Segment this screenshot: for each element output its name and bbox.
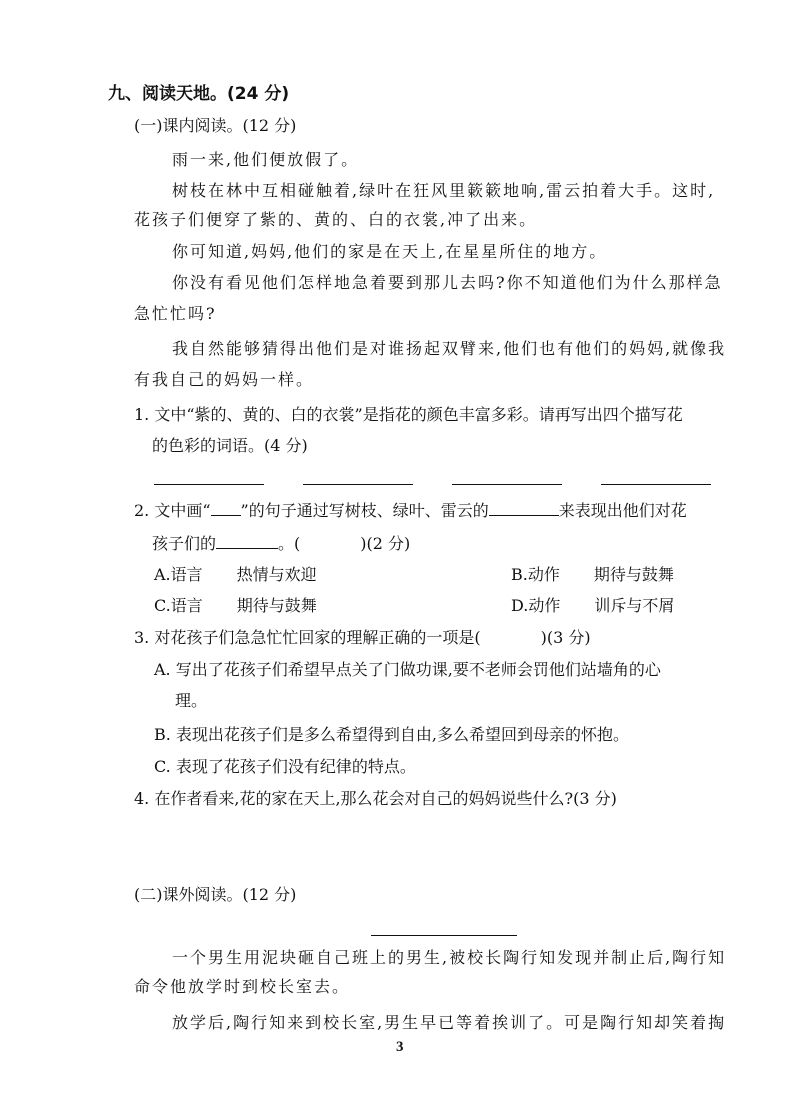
option-phrase: 热情与欢迎 — [236, 565, 317, 584]
passage2-line: 一个男生用泥块砸自己班上的男生,被校长陶行知发现并制止后,陶行知 — [172, 948, 727, 967]
q1-stem: 1. 文中“紫的、黄的、白的衣裳”是指花的颜色丰富多彩。请再写出四个描写花 — [134, 405, 683, 424]
passage1-line: 你可知道,妈妈,他们的家是在天上,在星星所住的地方。 — [172, 242, 608, 261]
passage2-title-blank[interactable] — [371, 935, 517, 936]
passage2-line: 放学后,陶行知来到校长室,男生早已等着挨训了。可是陶行知却笑着掏 — [172, 1013, 727, 1032]
q2-blank-2[interactable] — [216, 533, 278, 549]
part1-title: (一)课内阅读。(12 分) — [134, 116, 297, 135]
option-phrase: 期待与鼓舞 — [236, 596, 317, 615]
option-word: 动作 — [527, 565, 560, 584]
passage1-line: 花孩子们便穿了紫的、黄的、白的衣裳,冲了出来。 — [134, 210, 538, 229]
passage1-line: 你没有看见他们怎样地急着要到那儿去吗?你不知道他们为什么那样急 — [172, 273, 723, 292]
option-phrase: 训斥与不屑 — [594, 596, 675, 615]
option-letter: B. — [511, 565, 528, 584]
q3-option-b[interactable]: B. 表现出花孩子们是多么希望得到自由,多么希望回到母亲的怀抱。 — [154, 725, 630, 744]
q2-stem-cont — [152, 533, 410, 555]
q2-blank-1[interactable] — [489, 500, 559, 516]
answer-blank-4[interactable] — [601, 484, 711, 485]
q2-option-a[interactable] — [154, 564, 317, 586]
answer-blank-2[interactable] — [303, 484, 413, 485]
answer-blank-3[interactable] — [452, 484, 562, 485]
q3-stem — [134, 627, 591, 649]
part2-title: (二)课外阅读。(12 分) — [134, 885, 297, 904]
option-word: 语言 — [170, 565, 203, 584]
option-word: 动作 — [528, 596, 561, 615]
section-title: 九、阅读天地。(24 分) — [108, 84, 290, 104]
q3-text-a: 3. 对花孩子们急急忙忙回家的理解正确的一项是( — [134, 628, 481, 647]
q3-option-a[interactable]: A. 写出了花孩子们希望早点关了门做功课,要不老师会罚他们站墙角的心 — [154, 660, 661, 679]
q2-text-e: 。( — [278, 534, 301, 553]
q2-option-b[interactable] — [511, 564, 674, 586]
q2-text-c: 来表现出他们对花 — [558, 501, 687, 520]
q2-option-d[interactable] — [511, 595, 674, 617]
option-word: 语言 — [170, 596, 203, 615]
passage1-line: 我自然能够猜得出他们是对谁扬起双臂来,他们也有他们的妈妈,就像我 — [172, 339, 727, 358]
q2-text-f: )(2 分) — [360, 534, 411, 553]
option-letter: A. — [154, 565, 171, 584]
q2-text-a: 2. 文中画“ — [134, 501, 211, 520]
passage1-line: 急忙忙吗? — [134, 304, 217, 323]
q1-stem-cont: 的色彩的词语。(4 分) — [152, 436, 308, 455]
passage2-line: 命令他放学时到校长室去。 — [134, 977, 351, 996]
q3-option-a-cont: 理。 — [175, 691, 208, 710]
option-phrase: 期待与鼓舞 — [593, 565, 674, 584]
passage1-line: 雨一来,他们便放假了。 — [172, 150, 360, 169]
option-letter: D. — [511, 596, 529, 615]
q3-text-b: )(3 分) — [540, 628, 591, 647]
q2-text-b: ”的句子通过写树枝、绿叶、雷云的 — [240, 501, 489, 520]
passage1-line: 树枝在林中互相碰触着,绿叶在狂风里簌簌地响,雷云拍着大手。这时, — [172, 181, 716, 200]
q2-text-d: 孩子们的 — [152, 534, 217, 553]
option-letter: C. — [154, 596, 171, 615]
q4-stem: 4. 在作者看来,花的家在天上,那么花会对自己的妈妈说些什么?(3 分) — [134, 789, 617, 808]
q3-option-c[interactable]: C. 表现了花孩子们没有纪律的特点。 — [154, 757, 416, 776]
q2-option-c[interactable] — [154, 595, 317, 617]
page-number: 3 — [396, 1039, 404, 1055]
q2-stem — [134, 500, 687, 522]
underline-sample — [211, 500, 241, 516]
answer-blank-1[interactable] — [154, 484, 264, 485]
passage1-line: 有我自己的妈妈一样。 — [134, 370, 315, 389]
